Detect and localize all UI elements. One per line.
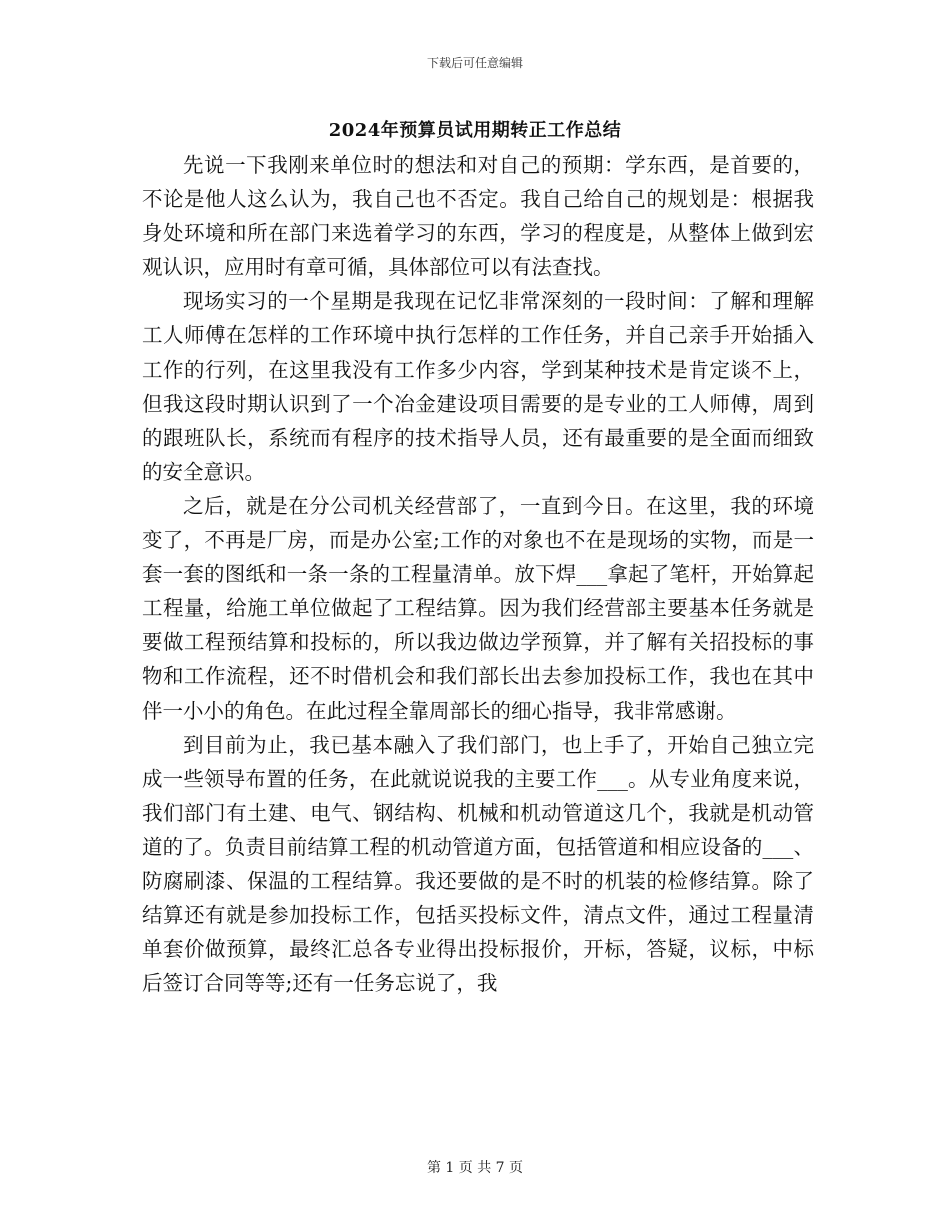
paragraph: 到目前为止，我已基本融入了我们部门，也上手了，开始自己独立完成一些领导布置的任务，在此就说说我的主要工作___。从专业角度来说，我们部门有土建、电气、钢结构、机械和机动管道这几个，我就是机动管道的了。负责目前结算工程的机动管道方面，包括管道和相应设备的___、防腐刷漆、保温的工程结算。我还要做的是不时的机装的检修结算。除了结算还有就是参加投标工作，包括买投标文件，清点文件，通过工程量清单套价做预算，最终汇总各专业得出投标报价，开标，答疑，议标，中标后签订合同等等;还有一任务忘说了，我 — [142, 732, 814, 996]
document-title: 2024年预算员试用期转正工作总结 — [328, 120, 622, 141]
header-note: 下载后可任意编辑 — [426, 56, 523, 70]
paragraph: 之后，就是在分公司机关经营部了，一直到今日。在这里，我的环境变了，不再是厂房，而是办公室;工作的对象也不在是现场的实物，而是一套一套的图纸和一条一条的工程量清单。放下焊___拿起了笔杆，开始算起工程量，给施工单位做起了工程结算。因为我们经营部主要基本任务就是要做工程预结算和投标的，所以我边做边学预算，并了解有关招投标的事物和工作流程，还不时借机会和我们部长出去参加投标工作，我也在其中伴一小小的角色。在此过程全靠周部长的细心指导，我非常感谢。 — [142, 493, 814, 723]
document-body — [142, 148, 814, 1000]
paragraph: 现场实习的一个星期是我现在记忆非常深刻的一段时间：了解和理解工人师傅在怎样的工作环境中执行怎样的工作任务，并自己亲手开始插入工作的行列，在这里我没有工作多少内容，学到某种技术是肯定谈不上，但我这段时期认识到了一个冶金建设项目需要的是专业的工人师傅，周到的跟班队长，系统而有程序的技术指导人员，还有最重要的是全面而细致的安全意识。 — [142, 289, 814, 484]
page-footer: 第 1 页 共 7 页 — [426, 1160, 524, 1176]
paragraph: 先说一下我刚来单位时的想法和对自己的预期：学东西，是首要的，不论是他人这么认为，我自己也不否定。我自己给自己的规划是：根据我身处环境和所在部门来选着学习的东西，学习的程度是，从整体上做到宏观认识，应用时有章可循，具体部位可以有法查找。 — [142, 153, 814, 280]
